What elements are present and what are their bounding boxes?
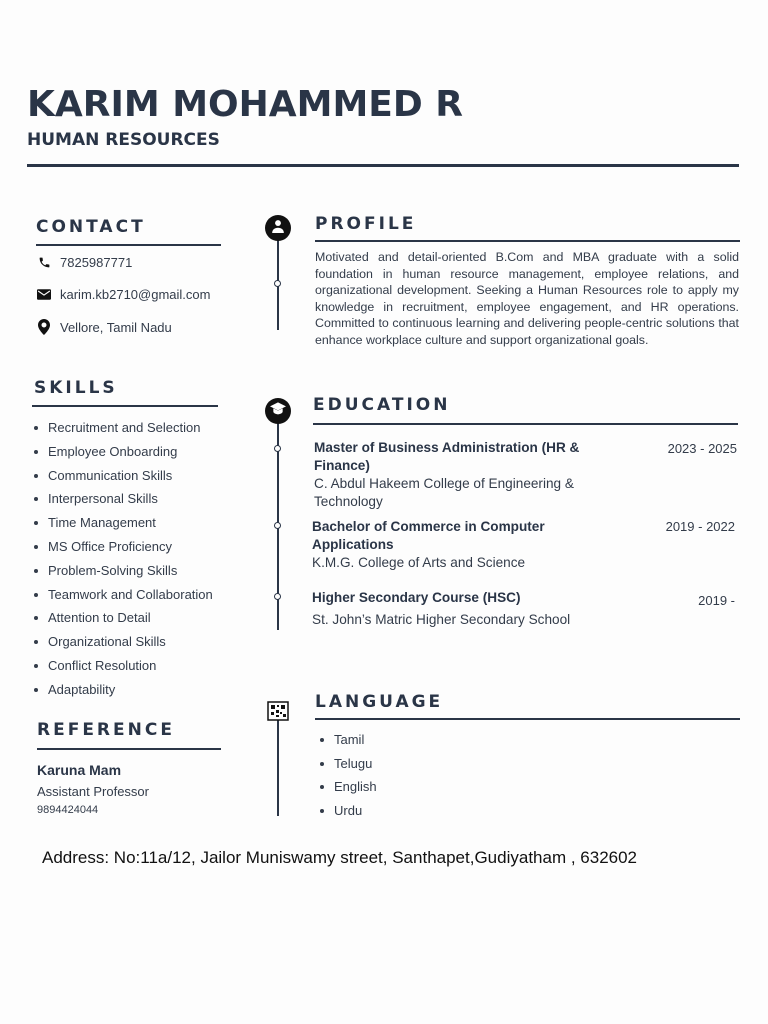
skills-heading: SKILLS [34,378,118,398]
contact-location: Vellore, Tamil Nadu [60,319,172,335]
education-degree: Higher Secondary Course (HSC) [312,590,521,605]
education-entry [314,439,604,511]
education-heading: EDUCATION [313,395,451,415]
education-badge [265,398,291,424]
graduation-cap-icon [270,402,286,421]
language-list [318,728,377,822]
skills-divider [32,405,218,407]
profile-summary: Motivated and detail-oriented B.Com and MBA graduate with a solid foundation in human resource management, employee relations, and organizational development. Seeking a Human Resources role to apply my knowledge in recruitment, employee engagement, and HR operations. Committed to continuous learning and delivering people-centric solutions that enhance workplace culture and support organizational goals. [315,250,739,347]
timeline-dot [274,445,281,452]
language-item: English [318,775,377,799]
contact-email[interactable]: karim.kb2710@gmail.com [60,286,211,302]
contact-phone[interactable]: 7825987771 [60,254,133,270]
skill-item: Communication Skills [32,464,213,488]
skill-item: Interpersonal Skills [32,487,213,511]
education-school: St. John’s Matric Higher Secondary School [312,612,571,627]
reference-heading: REFERENCE [37,720,175,740]
language-heading: LANGUAGE [315,692,444,712]
skill-item: Teamwork and Collaboration [32,583,213,607]
education-entry [312,589,612,629]
education-years: 2023 - 2025 [667,441,737,456]
skill-item: Employee Onboarding [32,440,213,464]
education-school: C. Abdul Hakeem College of Engineering & Technology [314,476,574,509]
skill-item: MS Office Proficiency [32,535,213,559]
location-pin-icon [36,319,52,335]
skill-item: Organizational Skills [32,630,213,654]
education-entry [312,518,602,572]
phone-icon [36,254,52,270]
resume-role: HUMAN RESOURCES [27,130,220,150]
reference-name: Karuna Mam [37,762,122,778]
contact-email-row [36,286,210,302]
language-item: Urdu [318,799,377,823]
contact-heading: CONTACT [36,217,146,237]
language-item: Telugu [318,752,377,776]
language-divider [315,718,740,720]
timeline-dot [274,280,281,287]
education-degree: Master of Business Administration (HR & Finance) [314,440,580,473]
education-years: 2019 - 2022 [665,519,735,534]
reference-divider [37,748,221,750]
contact-divider [36,244,221,246]
postal-address: Address: No:11a/12, Jailor Muniswamy street, Santhapet,Gudiyatham , 632602 [42,848,638,867]
profile-divider [315,240,740,242]
reference-phone[interactable]: 9894424044 [37,804,99,816]
language-item: Tamil [318,728,377,752]
skill-item: Recruitment and Selection [32,416,213,440]
skills-list [32,416,213,702]
education-divider [313,423,738,425]
contact-location-row [36,319,172,335]
education-years: 2019 - [698,593,735,608]
profile-heading: PROFILE [315,214,417,234]
timeline-dot [274,593,281,600]
contact-phone-row [36,254,132,270]
skill-item: Problem-Solving Skills [32,559,213,583]
qr-code-icon [267,708,289,725]
reference-position: Assistant Professor [37,784,149,799]
header-divider [27,164,739,167]
education-degree: Bachelor of Commerce in Computer Applications [312,519,545,552]
timeline-dot [274,522,281,529]
profile-badge [265,215,291,241]
timeline-line [277,718,279,816]
skill-item: Conflict Resolution [32,654,213,678]
mail-icon [36,286,52,302]
skill-item: Time Management [32,511,213,535]
language-badge [267,701,289,726]
resume-name: KARIM MOHAMMED R [27,84,464,125]
skill-item: Attention to Detail [32,606,213,630]
skill-item: Adaptability [32,678,213,702]
person-icon [271,219,285,238]
education-school: K.M.G. College of Arts and Science [312,555,526,570]
